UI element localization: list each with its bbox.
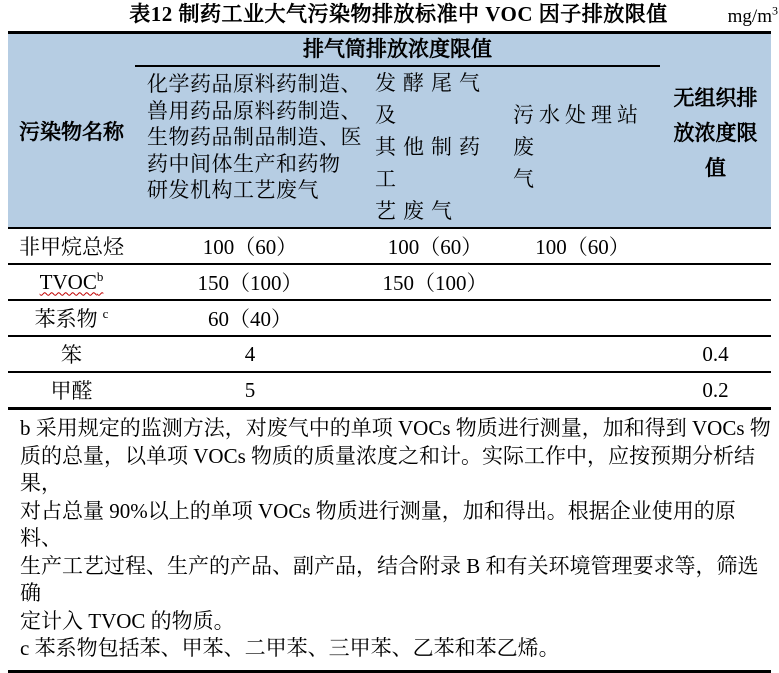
cell-value: [505, 316, 660, 320]
cell-value: 60（40）: [208, 307, 292, 331]
header-fermentation-column: [365, 67, 505, 227]
table-title: 表12 制药工业大气污染物排放标准中 VOC 因子排放限值: [129, 2, 668, 26]
header-wastewater-column: [505, 99, 660, 195]
cell-value: [505, 352, 660, 356]
footnote-c-line: c 苯系物包括苯、甲苯、二甲苯、三甲苯、乙苯和苯乙烯。: [20, 636, 560, 660]
row-label: 苯系物 $^c$: [34, 306, 109, 331]
cell-value: 100（60）: [387, 235, 483, 259]
unit-exponent: 3: [772, 3, 778, 18]
cell-value: 5: [244, 377, 256, 402]
table-row-nmhc: [8, 229, 771, 265]
cell-value: 150（100）: [382, 271, 488, 295]
cell-value: 4: [244, 341, 256, 366]
cell-value: [365, 316, 505, 320]
cell-value: 150（100）: [197, 271, 303, 295]
unit-label: [727, 3, 778, 28]
table-body: [8, 229, 771, 410]
footnote-b-line: 定计入 TVOC 的物质。: [20, 608, 235, 633]
footnote-b-line: b 采用规定的监测方法，对废气中的单项 VOCs 物质进行测量，加和得到 VOCs 物: [20, 416, 771, 440]
cell-value: 100（60）: [535, 235, 630, 259]
header-chemical-api-lines: 化学药品原料药制造、 兽用药品原料药制造、 生物药品制品制造、医 药中间体生产和药物 研发机构工艺废气: [147, 72, 362, 202]
footnote-b-line: 生产工艺过程、生产的产品、副产品，结合附录 B 和有关环境管理要求等，筛选确: [20, 553, 759, 605]
cell-value: 0.2: [702, 377, 729, 402]
header-stack-emission-group: 排气筒排放浓度限值: [135, 34, 660, 67]
spellcheck-underline: TVOC$^b$: [39, 268, 104, 294]
cell-value: [505, 280, 660, 284]
header-chemical-api-column: [135, 67, 365, 227]
cell-value: [365, 388, 505, 392]
table-row-tvoc: [8, 265, 771, 301]
cell-value: [660, 244, 771, 248]
row-label: [8, 268, 135, 297]
row-label: 非甲烷总烃: [19, 235, 124, 259]
table-row-formaldehyde: [8, 373, 771, 407]
cell-value: [505, 388, 660, 392]
footnote-b-line: 质的总量，以单项 VOCs 物质的质量浓度之和计。实际工作中，应按预期分析结果，: [20, 443, 756, 495]
table-row-benzene-series: [8, 301, 771, 337]
cell-value: [660, 316, 771, 320]
row-label: 笨: [61, 343, 82, 367]
header-fugitive-lines: 无组织排 放浓度限 值: [673, 86, 758, 180]
table-header: [8, 34, 771, 229]
table-row-benzene: [8, 337, 771, 373]
header-fermentation-lines: 发酵尾气及 其他制药工 艺废气: [375, 71, 487, 223]
unit-base: mg/m: [727, 6, 772, 27]
footnote-b-line: 对占总量 90%以上的单项 VOCs 物质进行测量，加和得出。根据企业使用的原料、: [20, 498, 736, 550]
cell-value: 100（60）: [202, 235, 298, 259]
header-wastewater-lines: 污水处理站废 气: [513, 103, 643, 191]
header-pollutant-name: 污染物名称: [19, 119, 124, 144]
table-footnotes: [8, 410, 771, 673]
table-caption-bar: [0, 0, 779, 31]
voc-limits-table: [8, 31, 771, 410]
header-fugitive-emission-column: [660, 34, 771, 227]
cell-value: [365, 352, 505, 356]
cell-value: [660, 280, 771, 284]
cell-value: 0.4: [702, 341, 729, 366]
row-label: 甲醛: [50, 379, 93, 403]
